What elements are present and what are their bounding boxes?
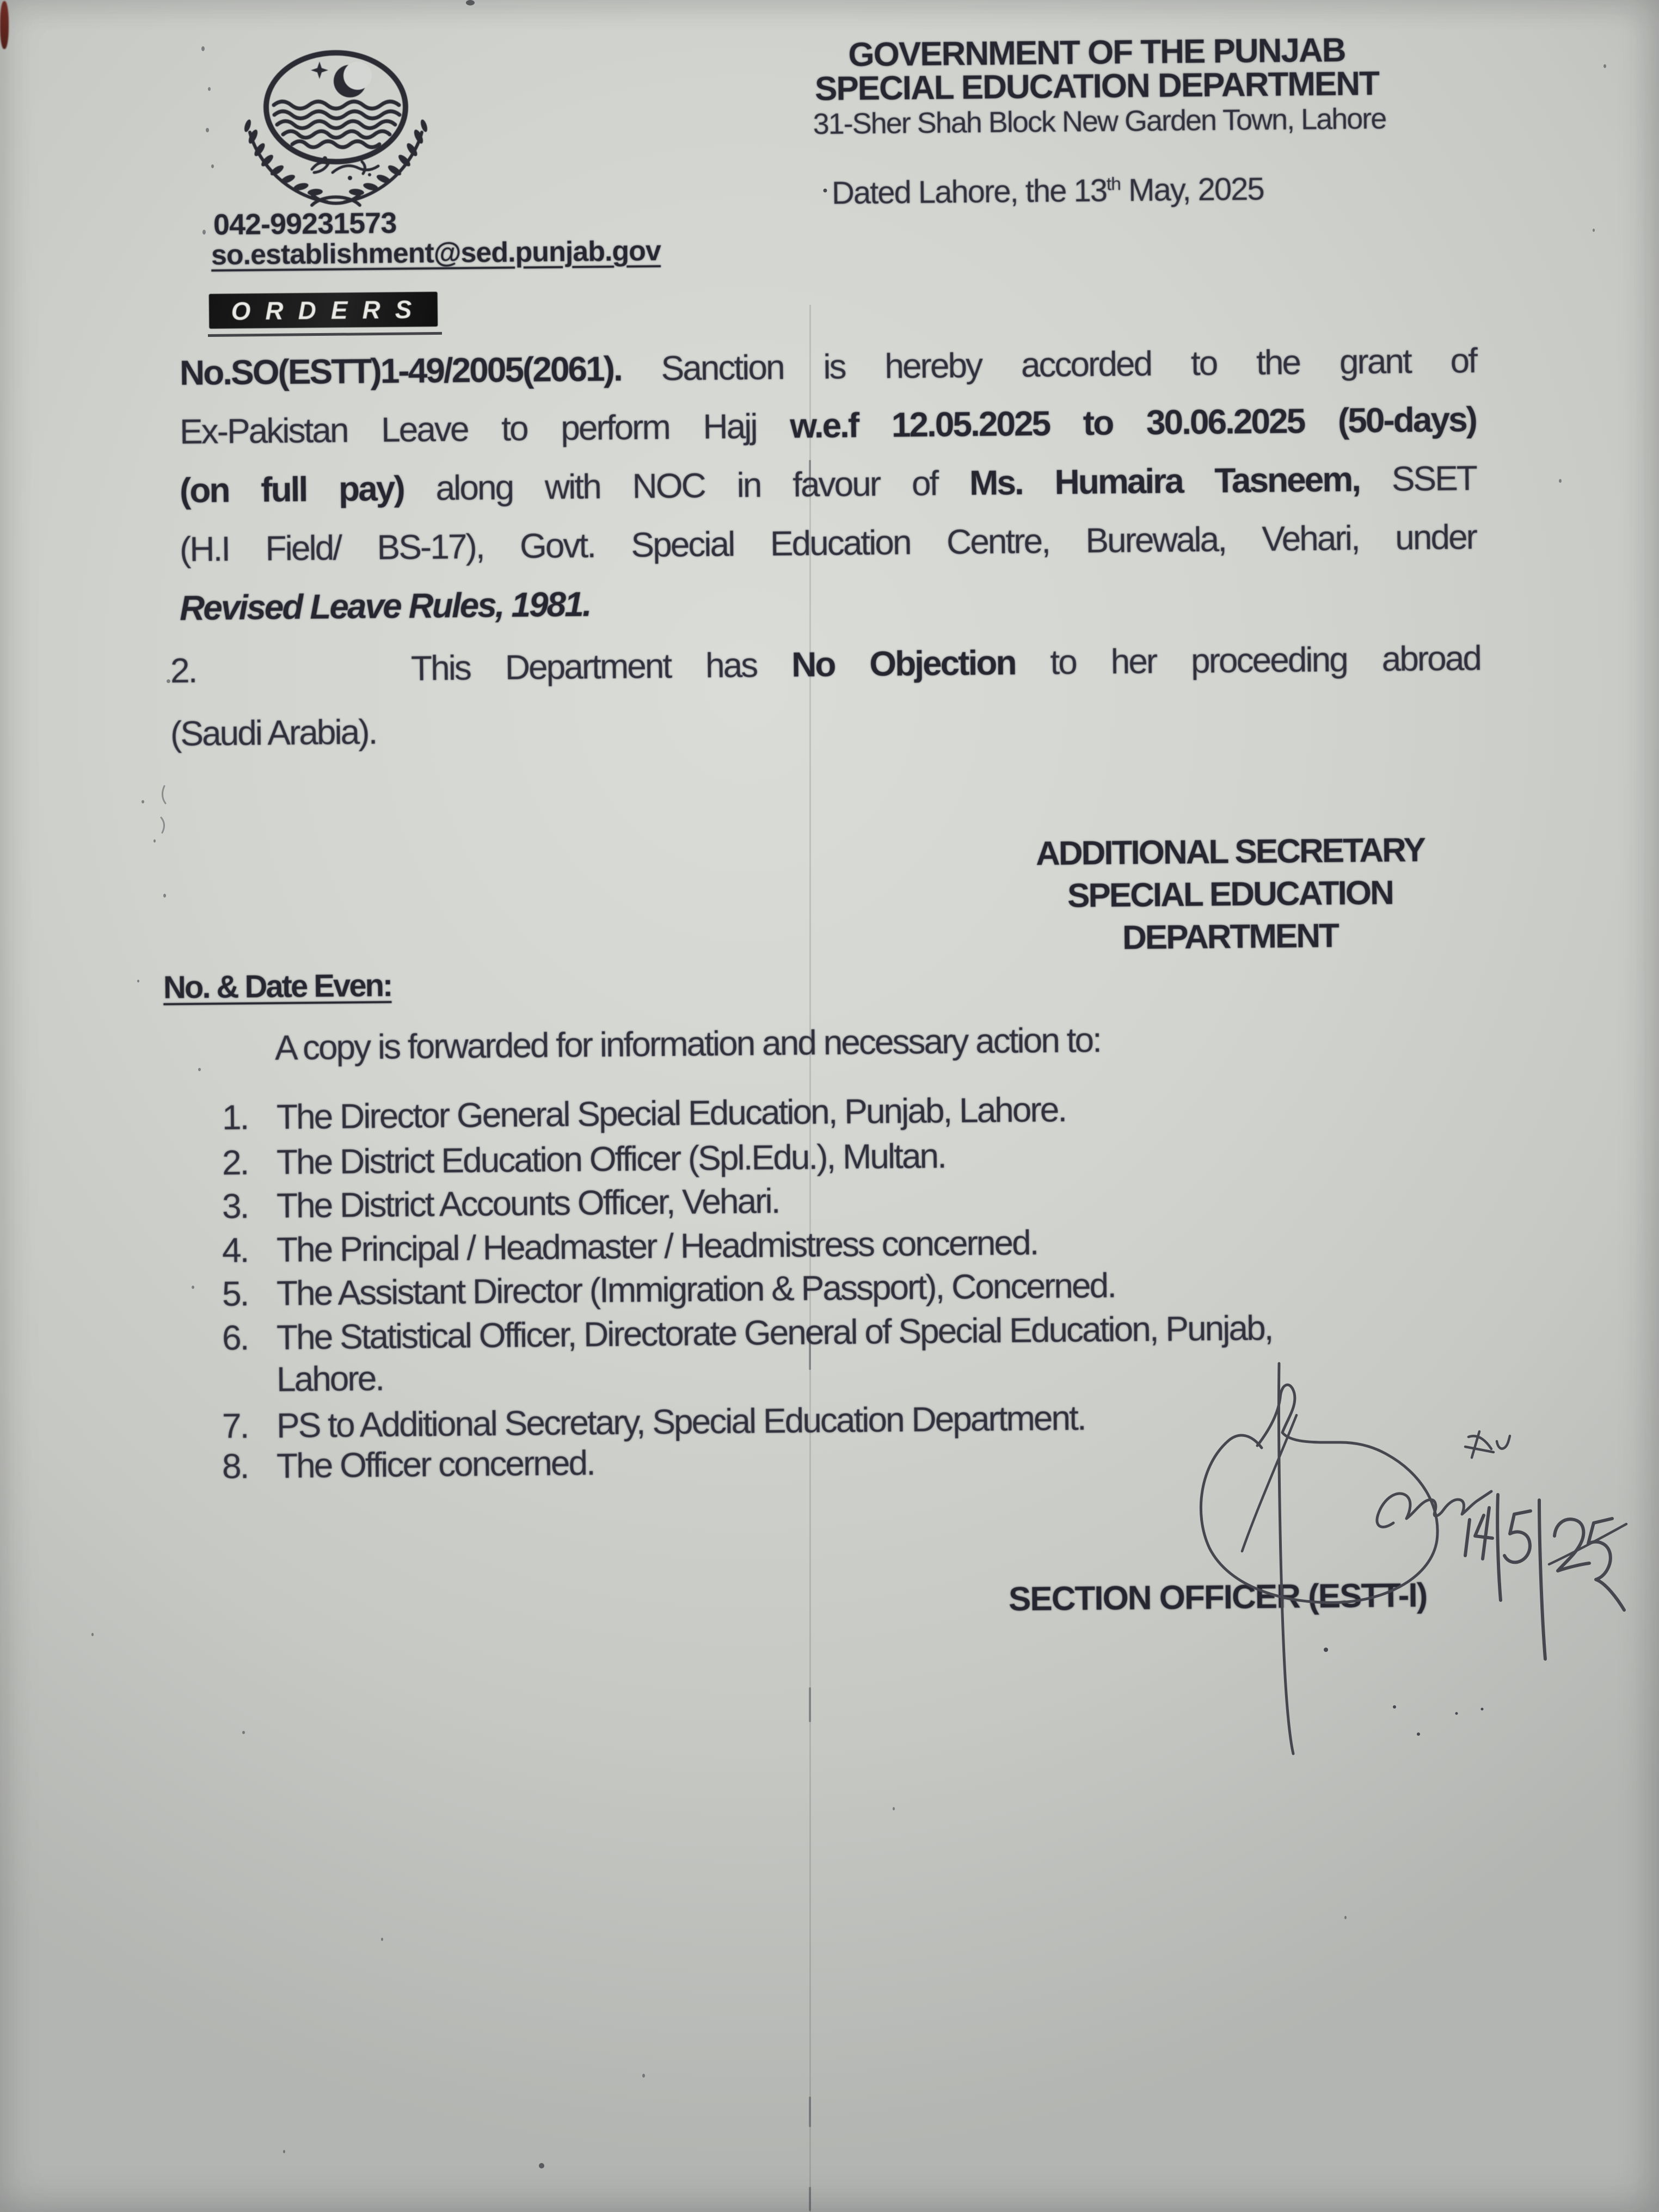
dust-speck: [91, 1633, 94, 1636]
signatory-line-1: ADDITIONAL SECRETARY: [1035, 831, 1425, 873]
cc-item-text: Lahore.: [276, 1359, 384, 1399]
cc-item-text: The Director General Special Education, Punjab, Lahore.: [276, 1090, 1066, 1137]
officer-name: Ms. Humaira Tasneem,: [969, 459, 1360, 503]
order-line-5-rules: Revised Leave Rules, 1981.: [179, 584, 591, 628]
para-2-text: to her proceeding abroad: [1015, 638, 1481, 683]
orders-stamp: ORDERS: [209, 292, 438, 329]
para-2-text: This Department has: [410, 645, 792, 688]
dust-speck: [283, 2150, 285, 2153]
dust-speck: [1344, 1916, 1347, 1919]
dust-speck: [142, 800, 144, 803]
cc-intro: A copy is forwarded for information and necessary action to:: [274, 1020, 1101, 1067]
dust-speck: [192, 1286, 194, 1289]
corner-red-mark: [0, 1, 9, 49]
cc-item-text: The Statistical Officer, Directorate General of Special Education, Punjab,: [276, 1308, 1273, 1357]
scanner-streak: [809, 305, 811, 2212]
cc-item-text: The District Accounts Officer, Vehari.: [276, 1181, 779, 1226]
handwritten-date: [1465, 1495, 1626, 1659]
cc-item-text: The Officer concerned.: [276, 1443, 595, 1486]
signature-initials: [1377, 1491, 1491, 1527]
cc-item-number: 5.: [222, 1274, 248, 1313]
scanner-streak-dash: [809, 1687, 811, 1722]
dust-speck: [211, 164, 214, 168]
cc-item-number: 6.: [222, 1318, 248, 1357]
order-text: Sanction is hereby accorded to the grant of: [621, 341, 1477, 389]
ref-number-date-label: No. & Date Even:: [163, 967, 392, 1005]
dust-speck: [198, 1068, 201, 1071]
cc-item-text: The Assistant Director (Immigration & Passport), Concerned.: [276, 1265, 1116, 1313]
cc-item-number: 2.: [222, 1142, 248, 1182]
cc-item-number: 3.: [222, 1186, 248, 1226]
order-ref-number: No.SO(ESTT)1-49/2005(2061).: [179, 349, 622, 392]
dust-speck: [242, 1731, 245, 1734]
dust-speck: [539, 2163, 544, 2168]
signature-cross-stroke: [1242, 1415, 1297, 1551]
dust-speck: [153, 839, 156, 843]
scanner-streak-dash: [809, 1331, 811, 1370]
asterisk-mark: [1465, 1431, 1510, 1458]
order-text: (H.I Field/ BS-17), Govt. Special Education Centre, Burewala, Vehari, under: [179, 517, 1477, 569]
scanner-streak-dash: [809, 2097, 811, 2127]
date-prefix: Dated Lahore, the 13: [831, 173, 1107, 211]
para-2-number: 2.: [170, 650, 196, 690]
dust-speck: [201, 46, 205, 51]
dust-speck: [167, 679, 170, 683]
dust-speck: [206, 128, 209, 132]
no-objection-phrase: No Objection: [791, 643, 1016, 685]
dust-speck: [163, 894, 166, 898]
date-ordinal-sup: th: [1106, 174, 1121, 195]
header-org-line: GOVERNMENT OF THE PUNJAB: [848, 31, 1345, 74]
section-officer-title: SECTION OFFICER (ESTT-I): [1008, 1576, 1427, 1618]
cc-item-number: 8.: [222, 1446, 248, 1486]
cc-item-text: PS to Additional Secretary, Special Education Department.: [276, 1398, 1085, 1446]
pay-terms: (on full pay): [179, 469, 404, 510]
scanner-streak-dash: [809, 2187, 811, 2211]
leave-dates: w.e.f 12.05.2025 to 30.06.2025 (50-days): [789, 400, 1477, 446]
dust-speck: [642, 2074, 645, 2078]
date-suffix: May, 2025: [1120, 171, 1264, 208]
phone-number: 042-99231573: [213, 206, 397, 241]
dust-speck: [893, 1807, 895, 1810]
cc-item-number: 4.: [222, 1230, 248, 1270]
signatory-line-3: DEPARTMENT: [1122, 917, 1338, 957]
para-2-line-2: (Saudi Arabia).: [170, 712, 377, 753]
scanner-streak-dash: [809, 460, 811, 491]
dust-speck: [381, 1938, 383, 1941]
cc-item-text: The Principal / Headmaster / Headmistress concerned.: [276, 1222, 1038, 1270]
cc-item-text: The District Education Officer (Spl.Edu.), Multan.: [276, 1136, 946, 1182]
dust-speck: [1593, 229, 1595, 232]
cc-item-number: 1.: [222, 1097, 248, 1137]
order-text: SSET: [1359, 458, 1477, 499]
dust-speck: [1559, 479, 1562, 483]
email-address: so.establishment@sed.punjab.gov: [211, 235, 661, 271]
dust-speck: [1603, 64, 1606, 68]
dust-speck: [202, 230, 206, 235]
header-address: 31-Sher Shah Block New Garden Town, Lahore: [813, 102, 1386, 141]
dust-speck: [208, 87, 211, 91]
margin-squiggles: [161, 786, 165, 833]
header-dept-line: SPECIAL EDUCATION DEPARTMENT: [814, 65, 1379, 108]
order-text: Ex-Pakistan Leave to perform Hajj: [179, 406, 790, 451]
signatory-line-2: SPECIAL EDUCATION: [1067, 874, 1393, 915]
order-text: along with NOC in favour of: [403, 463, 970, 508]
top-edge-speck: [466, 0, 475, 5]
dust-speck: [137, 980, 139, 982]
cc-item-number: 7.: [222, 1406, 248, 1446]
